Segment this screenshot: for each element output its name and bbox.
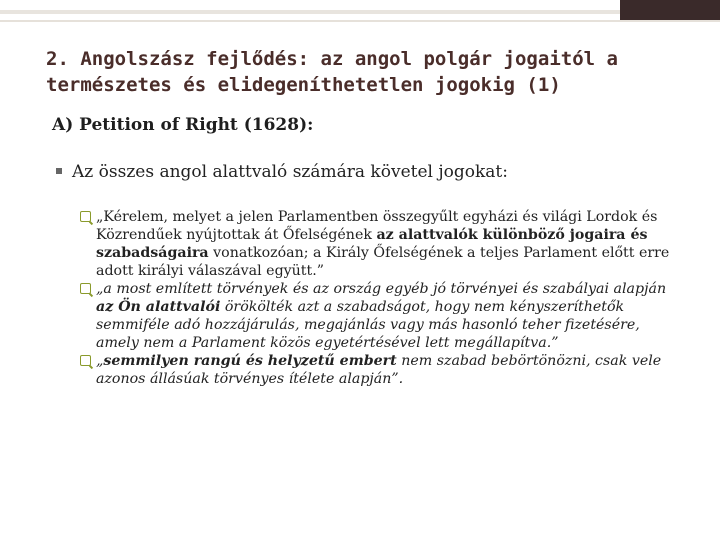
- quote-item-2: [80, 280, 680, 352]
- quote-list: [80, 208, 680, 388]
- quote-1-text-b: vonatkozóan; a Király Őfelségének a teljes Parlament előtt erre adott királyi válaszával együtt.”: [96, 245, 670, 279]
- top-bar-light-segment: [0, 10, 620, 14]
- slide-title: 2. Angolszász fejlődés: az angol polgár jogaitól a természetes és elidegeníthetetlen jogokig (1): [46, 48, 618, 96]
- quote-1-text-a: „Kérelem, melyet a jelen Parlamentben összegyűlt egyházi és világi Lordok és Közrendűek nyújtottak át Őfelségének: [96, 209, 658, 243]
- quote-item-3: [80, 352, 680, 388]
- quote-item-1: [80, 208, 680, 280]
- top-bar-dark-segment: [620, 0, 720, 22]
- quote-2-text-a: „a most említett törvények és az ország egyéb jó törvényei és szabályai alapján: [96, 281, 667, 297]
- quote-3-text-b: nem szabad bebörtönözni, csak vele azonos állásúak törvényes ítélete alapján”.: [96, 353, 662, 387]
- quote-1-bold: az alattvalók különböző jogaira és szabadságaira: [96, 227, 648, 261]
- square-bullet-icon: [56, 168, 62, 174]
- quote-2-text-b: örökölték azt a szabadságot, hogy nem kényszeríthetők semmiféle adó hozzájárulás, megajánlás vagy más hasonló teher fizetésére, amely nem a Parlament közös egyetértésével lett megállapítva.”: [96, 299, 640, 351]
- top-bar-underline: [0, 20, 720, 22]
- main-bullet-text: Az összes angol alattvaló számára követel jogokat:: [72, 162, 508, 182]
- main-bullet: [56, 162, 696, 182]
- checkbox-icon: [80, 355, 91, 366]
- checkbox-icon: [80, 283, 91, 294]
- quote-3-text-a: „: [96, 353, 104, 369]
- slide-subtitle: A) Petition of Right (1628):: [52, 115, 314, 135]
- quote-3-bold: semmilyen rangú és helyzetű embert: [103, 353, 397, 369]
- quote-2-bold: az Ön alattvalói: [96, 299, 221, 315]
- checkbox-icon: [80, 211, 91, 222]
- decorative-top-bar: [0, 0, 720, 18]
